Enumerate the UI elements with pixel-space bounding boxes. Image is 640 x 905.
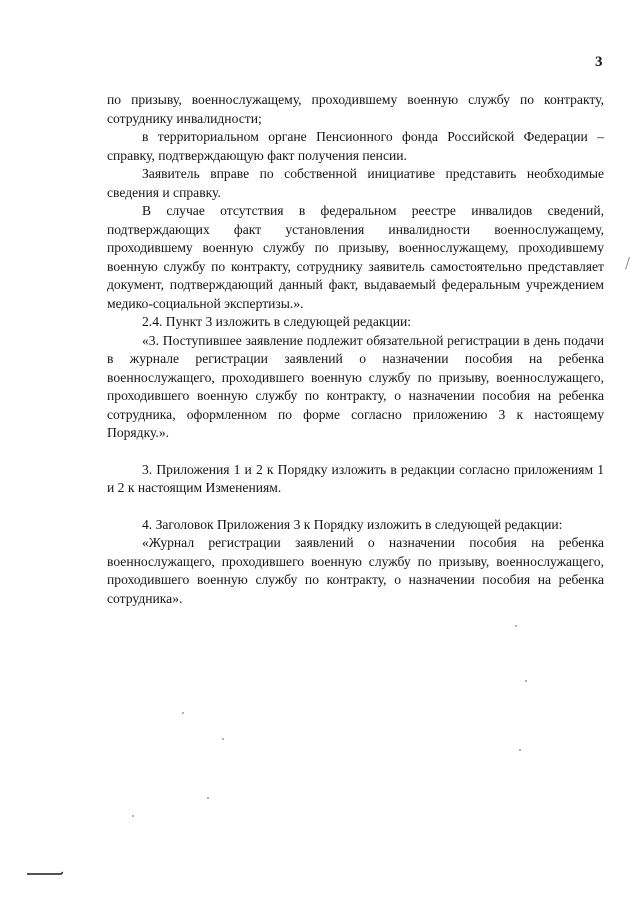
page-number: 3 <box>595 54 603 70</box>
scan-speck <box>132 815 134 817</box>
paragraph-gap <box>107 498 604 516</box>
paragraph-continuation: по призыву, военнослужащему, проходившему военную службу по контракту, сотруднику инвалидности; <box>107 92 604 126</box>
scan-speck <box>182 712 184 714</box>
scan-mark <box>625 257 632 270</box>
scan-speck <box>525 680 527 682</box>
paragraph-disability-registry: В случае отсутствия в федеральном реестре инвалидов сведений, подтверждающих факт установления инвалидности военнослужащему, проходившему военную службу по призыву, военнослужащему, проходившему военную службу по контракту, сотруднику заявитель самостоятельно представляет документ, подтверждающий данный факт, выдаваемый федеральным учреждением медико-социальной экспертизы.». <box>107 203 604 311</box>
paragraph-applicant-right: Заявитель вправе по собственной инициативе представить необходимые сведения и справку. <box>107 166 604 200</box>
paragraph-item-3-quote: «3. Поступившее заявление подлежит обязательной регистрации в день подачи в журнале регистрации заявлений о назначении пособия на ребенка военнослужащего, проходившего военную службу по призыву, военнослужащего, проходившего военную службу по контракту, о назначении пособия на ребенка сотрудника, оформленном по форме согласно приложению 3 к настоящему Порядку.». <box>107 332 604 440</box>
paragraph-pension-fund: в территориальном органе Пенсионного фонда Российской Федерации – справку, подтверждающую факт получения пенсии. <box>107 129 604 163</box>
paragraph-gap <box>107 443 604 461</box>
paragraph-journal-title: «Журнал регистрации заявлений о назначении пособия на ребенка военнослужащего, проходившего военную службу по призыву, военнослужащего, проходившего военную службу по контракту, о назначении пособия на ребенка сотрудника». <box>107 535 604 606</box>
scan-speck <box>207 797 209 799</box>
paragraph-section-4: 4. Заголовок Приложения 3 к Порядку изложить в следующей редакции: <box>142 516 563 532</box>
paragraph-item-2-4: 2.4. Пункт 3 изложить в следующей редакции: <box>142 314 412 329</box>
document-body <box>107 91 604 608</box>
scan-speck <box>515 625 517 627</box>
paragraph-section-3: 3. Приложения 1 и 2 к Порядку изложить в редакции согласно приложениям 1 и 2 к настоящим Изменениям. <box>107 461 604 495</box>
scan-speck <box>222 738 224 740</box>
scan-corner-line <box>27 871 63 875</box>
scan-speck <box>519 749 521 751</box>
